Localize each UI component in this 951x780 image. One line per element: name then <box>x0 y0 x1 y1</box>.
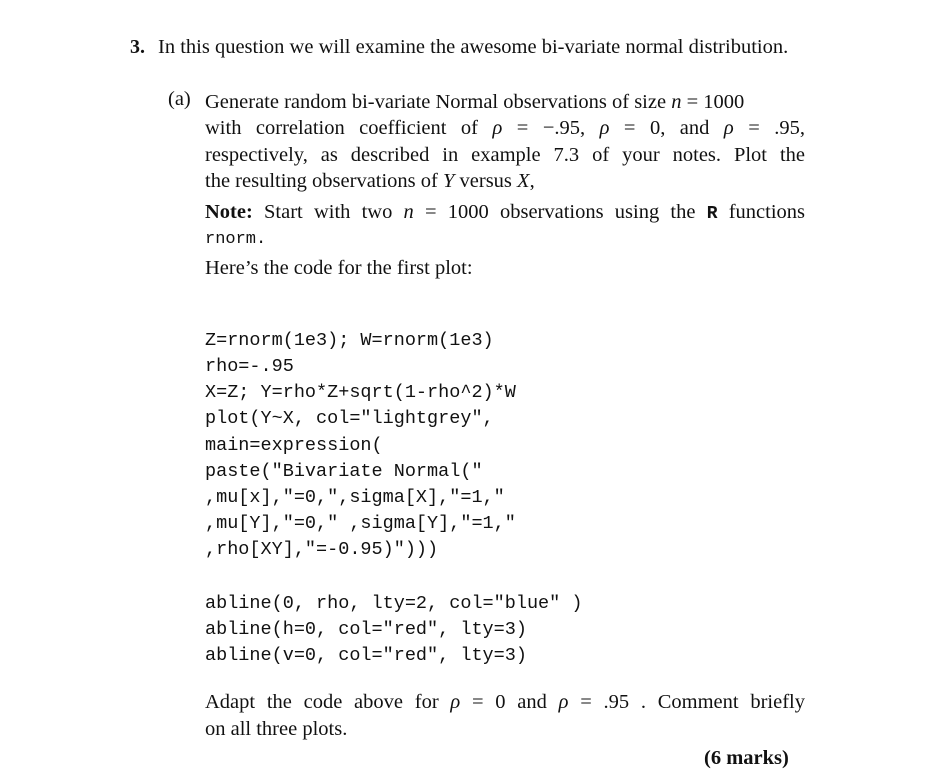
adapt-text-1: Adapt the code above for <box>205 691 451 713</box>
question-heading: In this question we will examine the awesome bi-variate normal distribution. <box>158 36 789 58</box>
rho-3: ρ <box>723 117 734 139</box>
part-a-line-1-text: Generate random bi-variate Normal observations of size <box>205 91 672 113</box>
code-line: ,mu[Y],"=0," ,sigma[Y],"=1," <box>205 513 516 534</box>
part-a-line-1 <box>205 92 744 113</box>
var-x: X <box>517 170 530 192</box>
part-a-line-3: respectively, as described in example 7.3 of your notes. Plot the <box>205 144 805 166</box>
code-line: X=Z; Y=rho*Z+sqrt(1-rho^2)*W <box>205 382 516 403</box>
code-line: rho=-.95 <box>205 356 294 377</box>
adapt-eq-2: = .95 . Comment briefly <box>568 691 805 713</box>
rho-1: ρ <box>492 117 503 139</box>
code-line: abline(h=0, col="red", lty=3) <box>205 619 527 640</box>
eq-rho-2: = 0, and <box>609 117 724 139</box>
note-text-1: Start with two <box>252 201 404 223</box>
adapt-rho-2: ρ <box>558 691 569 713</box>
note-text-3: functions <box>717 201 805 223</box>
note-r-code: R <box>706 204 718 224</box>
part-a-line-2 <box>205 118 805 139</box>
versus-text: versus <box>454 170 518 192</box>
part-a-line-4-text: the resulting observations of <box>205 170 443 192</box>
note-text-2: = 1000 observations using the <box>413 201 707 223</box>
code-intro: Here’s the code for the first plot: <box>205 257 473 279</box>
eq-rho-1: = −.95, <box>502 117 600 139</box>
code-line: plot(Y~X, col="lightgrey", <box>205 408 494 429</box>
code-line: ,rho[XY],"=-0.95)"))) <box>205 539 439 560</box>
question-number: 3. <box>130 36 145 58</box>
adapt-line-1 <box>205 692 805 713</box>
note-var-n: n <box>403 201 414 223</box>
code-line: Z=rnorm(1e3); W=rnorm(1e3) <box>205 330 494 351</box>
var-n: n <box>671 91 682 113</box>
adapt-rho-1: ρ <box>450 691 461 713</box>
part-a-line-2-text: with correlation coefficient of <box>205 117 493 139</box>
adapt-eq-1: = 0 and <box>460 691 559 713</box>
note-function-name: rnorm. <box>205 230 267 249</box>
marks-label: (6 marks) <box>704 747 789 769</box>
part-a-label: (a) <box>168 88 191 110</box>
eq-n: = 1000 <box>681 91 745 113</box>
code-line: abline(0, rho, lty=2, col="blue" ) <box>205 593 583 614</box>
part-a-line-4 <box>205 171 535 192</box>
eq-rho-3: = .95, <box>733 117 805 139</box>
note-label: Note: <box>205 201 253 223</box>
code-line: ,mu[x],"=0,",sigma[X],"=1," <box>205 487 505 508</box>
note-line <box>205 202 805 223</box>
adapt-line-2: on all three plots. <box>205 718 348 740</box>
rho-2: ρ <box>599 117 610 139</box>
comma: , <box>529 170 535 192</box>
var-y: Y <box>442 170 455 192</box>
code-line: abline(v=0, col="red", lty=3) <box>205 645 527 666</box>
code-line: paste("Bivariate Normal(" <box>205 461 483 482</box>
code-line: main=expression( <box>205 435 383 456</box>
